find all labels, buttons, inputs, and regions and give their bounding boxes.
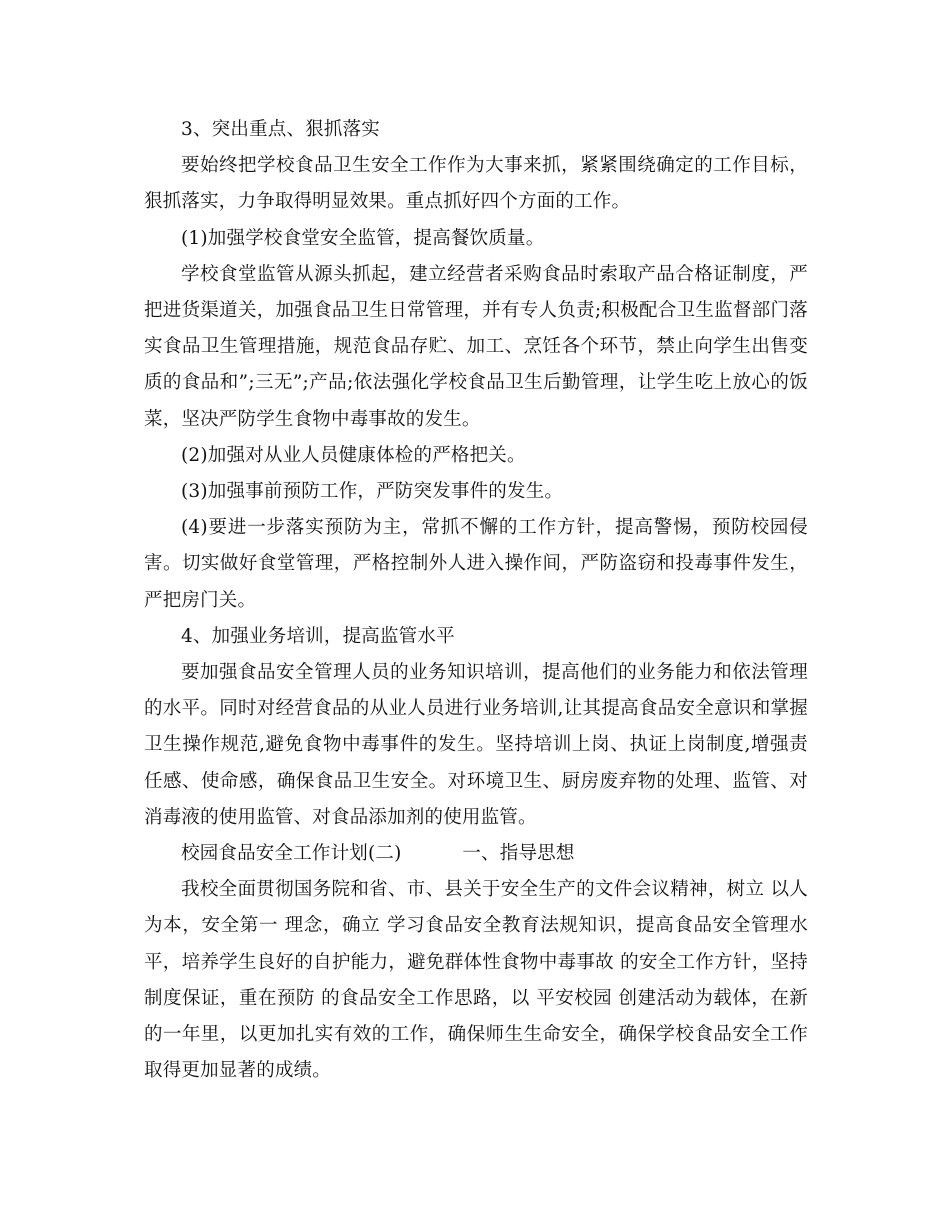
document-body [144,112,808,1089]
paragraph-intro: 要始终把学校食品卫生安全工作作为大事来抓，紧紧围绕确定的工作目标，狠抓落实，力争取得明显效果。重点抓好四个方面的工作。 [144,155,808,213]
list-item-3: (3)加强事前预防工作，严防突发事件的发生。 [181,481,564,503]
list-item-1: (1)加强学校食堂安全监管，提高餐饮质量。 [181,227,545,249]
plan-two-heading: 校园食品安全工作计划(二) 一、指导思想 [181,843,575,865]
section-heading-4: 4、加强业务培训，提高监管水平 [181,625,455,647]
list-item-4: (4)要进一步落实预防为主，常抓不懈的工作方针，提高警惕，预防校园侵害。切实做好食堂管理，严格控制外人进入操作间，严防盗窃和投毒事件发生，严把房门关。 [144,517,808,611]
section-heading-3: 3、突出重点、狠抓落实 [181,119,380,140]
list-item-2: (2)加强对从业人员健康体检的严格把关。 [181,444,526,466]
paragraph-guiding-ideology: 我校全面贯彻国务院和省、市、县关于安全生产的文件会议精神，树立 以人为本，安全第一 理念，确立 学习食品安全教育法规知识，提高食品安全管理水平，培养学生良好的自护能力，避免群体性食物中毒事故 的安全工作方针，坚持制度保证，重在预防 的食品安全工作思路，以 平安校园 创建活动为载体，在新的一年里，以更加扎实有效的工作，确保师生生命安全，确保学校食品安全工作取得更加显著的成绩。 [144,879,808,1082]
paragraph-canteen-supervision: 学校食堂监管从源头抓起，建立经营者采购食品时索取产品合格证制度，严把进货渠道关，加强食品卫生日常管理，并有专人负责;积极配合卫生监督部门落实食品卫生管理措施，规范食品存贮、加工、烹饪各个环节，禁止向学生出售变质的食品和”;三无”;产品;依法强化学校食品卫生后勤管理，让学生吃上放心的饭菜，坚决严防学生食物中毒事故的发生。 [144,263,808,430]
paragraph-training: 要加强食品安全管理人员的业务知识培训，提高他们的业务能力和依法管理的水平。同时对经营食品的从业人员进行业务培训,让其提高食品安全意识和掌握卫生操作规范,避免食物中毒事件的发生。坚持培训上岗、执证上岗制度,增强责任感、使命感，确保食品卫生安全。对环境卫生、厨房废弃物的处理、监管、对消毒液的使用监管、对食品添加剂的使用监管。 [144,662,808,828]
